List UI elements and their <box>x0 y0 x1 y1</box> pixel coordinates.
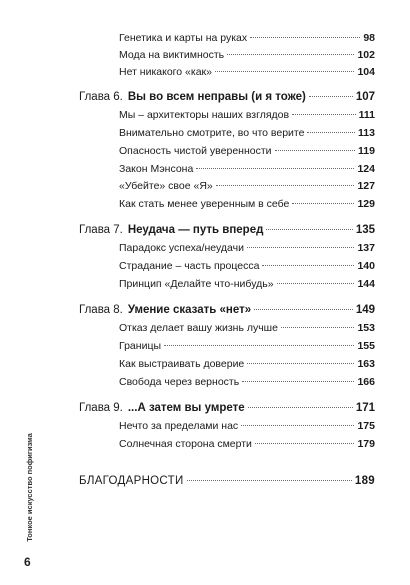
dot-leader <box>275 149 356 151</box>
toc-entry-text: Мода на виктимность <box>119 49 225 61</box>
toc-entry <box>0 418 410 434</box>
toc-entry <box>0 258 410 274</box>
toc-entry-text: Принцип «Делайте что-нибудь» <box>119 278 274 290</box>
page-number: 6 <box>24 555 31 569</box>
toc-entry <box>0 320 410 336</box>
dot-leader <box>216 184 355 186</box>
toc-entry-text: Внимательно смотрите, во что верите <box>119 127 305 139</box>
toc-entry-text: Генетика и карты на руках <box>119 32 248 44</box>
dot-leader <box>164 344 354 346</box>
toc-entry-page: 163 <box>357 358 375 370</box>
dot-leader <box>292 113 356 115</box>
dot-leader <box>196 167 354 169</box>
dot-leader <box>242 380 354 382</box>
dot-leader <box>266 228 352 230</box>
toc-chapter-6 <box>0 89 410 105</box>
chapter-page: 171 <box>355 402 375 414</box>
chapter-page: 135 <box>355 224 375 236</box>
toc-chapter-9 <box>0 400 410 416</box>
chapter-page: 149 <box>355 304 375 316</box>
toc-entry <box>0 30 410 46</box>
chapter-label: Глава 7. <box>79 224 123 236</box>
toc-entry-page: 175 <box>357 420 375 432</box>
toc-entry-text: Закон Мэнсона <box>119 163 194 175</box>
toc-entry-page: 166 <box>357 376 375 388</box>
toc-entry <box>0 276 410 292</box>
dot-leader <box>277 282 355 284</box>
toc-entry <box>0 125 410 141</box>
dot-leader <box>262 264 354 266</box>
dot-leader <box>250 36 360 38</box>
toc-entry-text: Солнечная сторона смерти <box>119 438 252 450</box>
dot-leader <box>292 202 354 204</box>
toc-entry-page: 98 <box>363 32 375 44</box>
dot-leader <box>215 70 354 72</box>
toc-entry-text: Границы <box>119 340 161 352</box>
toc-entry <box>0 107 410 123</box>
toc-entry-page: 124 <box>357 163 375 175</box>
toc-entry <box>0 196 410 212</box>
dot-leader <box>309 95 353 97</box>
dot-leader <box>247 362 354 364</box>
toc-entry <box>0 143 410 159</box>
chapter-title: Умение сказать «нет» <box>127 304 252 316</box>
chapter-label: Глава 8. <box>79 304 123 316</box>
toc-entry-page: 153 <box>357 322 375 334</box>
toc-entry-text: Как стать менее уверенным в себе <box>119 198 290 210</box>
toc-acknowledgements <box>0 473 410 489</box>
toc-entry-page: 179 <box>357 438 375 450</box>
toc-entry-page: 140 <box>357 260 375 272</box>
chapter-label: Глава 9. <box>79 402 123 414</box>
toc-entry-page: 113 <box>358 127 375 139</box>
toc-entry <box>0 436 410 452</box>
dot-leader <box>247 246 354 248</box>
toc-entry-page: 104 <box>357 66 375 78</box>
toc-entry-text: Нечто за пределами нас <box>119 420 239 432</box>
chapter-title: ...А затем вы умрете <box>127 402 245 414</box>
toc-entry <box>0 240 410 256</box>
dot-leader <box>255 442 355 444</box>
chapter-title: Неудача — путь вперед <box>127 224 264 236</box>
toc-entry <box>0 374 410 390</box>
chapter-title: Вы во всем неправы (и я тоже) <box>127 91 306 103</box>
dot-leader <box>254 308 353 310</box>
dot-leader <box>307 131 355 133</box>
toc-entry-page: 127 <box>357 180 375 192</box>
toc-entry-page: 137 <box>357 242 375 254</box>
toc-entry-page: 111 <box>358 109 375 121</box>
toc-entry <box>0 356 410 372</box>
toc-entry-text: Как выстраивать доверие <box>119 358 245 370</box>
toc-entry <box>0 64 410 80</box>
dot-leader <box>241 424 354 426</box>
toc-entry-page: 129 <box>357 198 375 210</box>
dot-leader <box>281 326 355 328</box>
running-title-text: Тонкое искусство пофигизма <box>24 433 34 542</box>
chapter-label: Глава 6. <box>79 91 123 103</box>
toc-entry-page: 144 <box>357 278 375 290</box>
toc-chapter-8 <box>0 302 410 318</box>
toc-entry-text: Опасность чистой уверенности <box>119 145 272 157</box>
toc-entry <box>0 47 410 63</box>
acknowledgements-title: БЛАГОДАРНОСТИ <box>79 475 184 487</box>
toc-entry-text: Свобода через верность <box>119 376 240 388</box>
chapter-page: 107 <box>355 91 375 103</box>
dot-leader <box>248 406 353 408</box>
toc-chapter-7 <box>0 222 410 238</box>
toc-entry-page: 155 <box>357 340 375 352</box>
toc-entry-page: 119 <box>358 145 375 157</box>
toc-entry <box>0 161 410 177</box>
running-title <box>22 430 36 545</box>
dot-leader <box>187 479 352 481</box>
toc-entry-text: Страдание – часть процесса <box>119 260 260 272</box>
toc-entry-text: Нет никакого «как» <box>119 66 212 78</box>
toc-entry-text: Мы – архитекторы наших взглядов <box>119 109 290 121</box>
toc-entry-page: 102 <box>357 49 375 61</box>
toc-entry-text: Отказ делает вашу жизнь лучше <box>119 322 278 334</box>
toc-entry-text: «Убейте» свое «Я» <box>119 180 213 192</box>
toc-entry <box>0 338 410 354</box>
toc-entry <box>0 178 410 194</box>
toc-entry-text: Парадокс успеха/неудачи <box>119 242 244 254</box>
dot-leader <box>227 53 354 55</box>
acknowledgements-page: 189 <box>354 475 375 487</box>
